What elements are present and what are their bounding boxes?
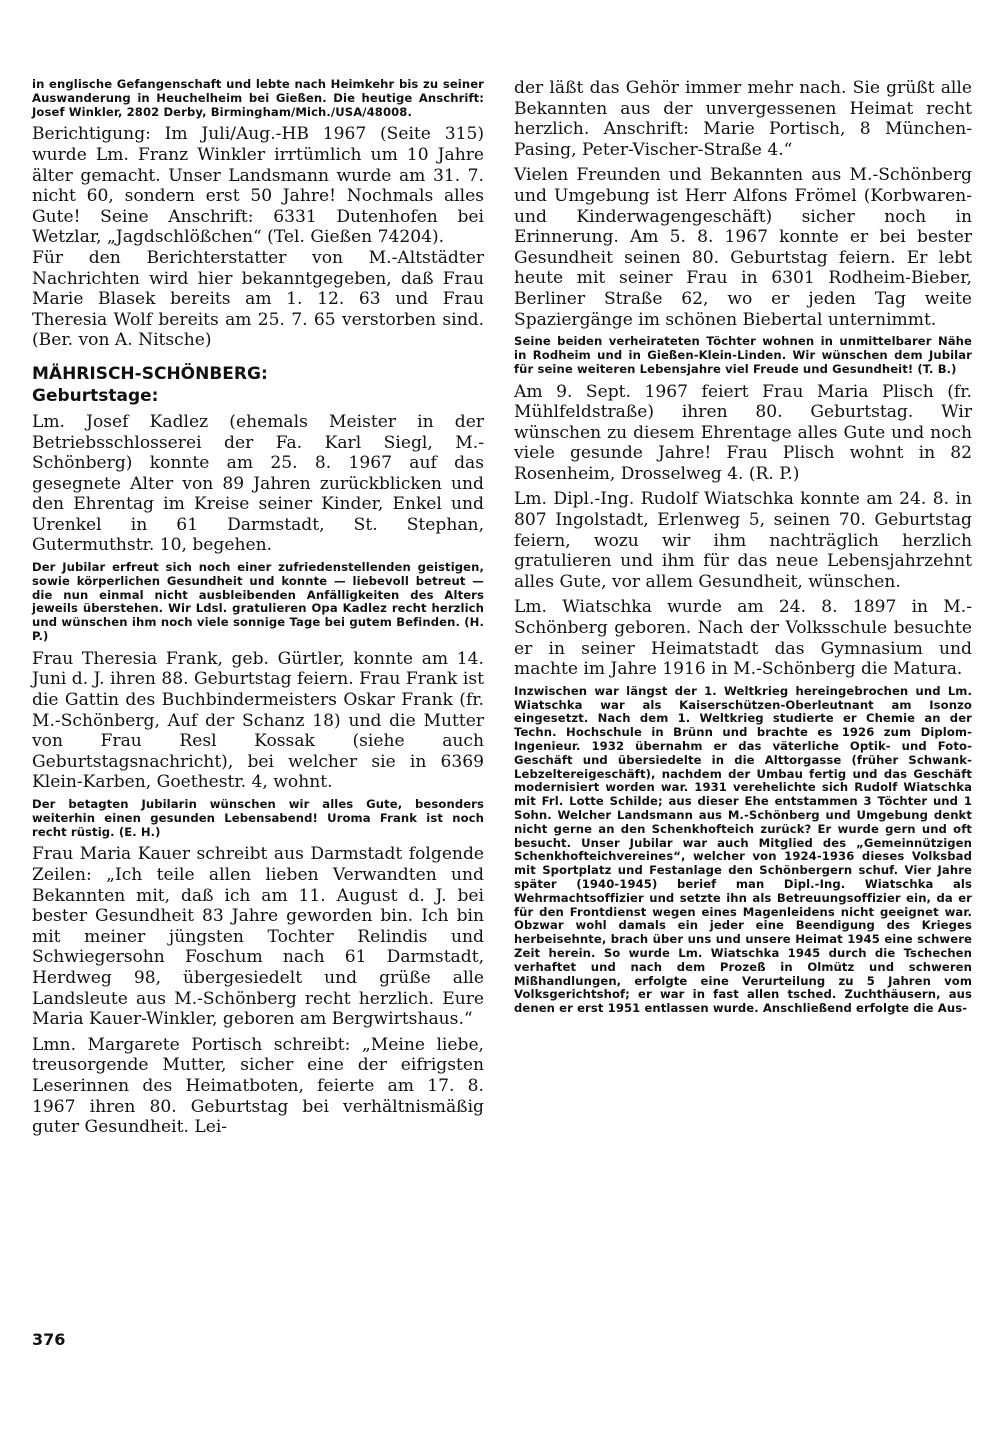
right-column: [514, 78, 972, 1016]
paragraph-kauer: Frau Maria Kauer schreibt aus Darmstadt folgende Zeilen: „Ich teile allen lieben Verwandten und Bekannten mit, daß ich am 11. August d. J. bei bester Gesundheit 83 Jahre geworden bin. Ich bin mit meiner jüngsten Tochter Relindis und Schwiegersohn Foschum nach 61 Darmstadt, Herdweg 98, übergesiedelt und grüße alle Landsleute aus M.-Schönberg recht herzlich. Eure Maria Kauer-Winkler, geboren am Bergwirtshaus.“: [32, 844, 484, 1030]
paragraph-frank: Frau Theresia Frank, geb. Gürtler, konnte am 14. Juni d. J. ihren 88. Geburtstag feiern. Frau Frank ist die Gattin des Buchbindermeisters Oskar Frank (fr. M.-Schönberg, Auf der Schanz 18) und die Mutter von Frau Resl Kossak (siehe auch Geburtstagsnachricht), bei welcher sie in 6369 Klein-Karben, Goethestr. 4, wohnt.: [32, 648, 484, 793]
paragraph-kadlez: Lm. Josef Kadlez (ehemals Meister in der Betriebsschlosserei der Fa. Karl Siegl, M.-Schönberg) konnte am 25. 8. 1967 auf das gesegnete Alter von 89 Jahren zurückblicken und den Ehrentag im Kreise seiner Kinder, Enkel und Urenkel in 61 Darmstadt, St. Stephan, Gutermuthstr. 10, begehen.: [32, 411, 484, 556]
subheading-geburtstage: Geburtstage:: [32, 385, 159, 406]
page-number: 376: [32, 1330, 66, 1349]
paragraph-portisch-continued: der läßt das Gehör immer mehr nach. Sie grüßt alle Bekannten aus der unvergessenen Heimat recht herzlich. Anschrift: Marie Portisch, 8 München-Pasing, Peter-Vischer-Straße 4.“: [514, 78, 972, 160]
paragraph-wiatschka-bio: Lm. Wiatschka wurde am 24. 8. 1897 in M.-Schönberg geboren. Nach der Volksschule besuchte er in seiner Heimatstadt das Gymnasium und machte im Jahre 1916 in M.-Schönberg die Matura.: [514, 597, 972, 680]
paragraph-frank-note: Der betagten Jubilarin wünschen wir alles Gute, besonders weiterhin einen gesunden Lebensabend! Uroma Frank ist noch recht rüstig. (E. H.): [32, 797, 484, 839]
paragraph-berichtigung: Berichtigung: Im Juli/Aug.-HB 1967 (Seite 315) wurde Lm. Franz Winkler irrtümlich um 10 Jahre älter gemacht. Unser Landsmann wurde am 31. 7. nicht 60, sondern erst 50 Jahre! Nochmals alles Gute! Seine Anschrift: 6331 Dutenhofen bei Wetzlar, „Jagdschlößchen“ (Tel. Gießen 74204).: [32, 124, 484, 248]
paragraph-kadlez-note: Der Jubilar erfreut sich noch einer zufriedenstellenden geistigen, sowie körperlichen Gesundheit und konnte — liebevoll betreut — die nun einmal nicht ausbleibenden Anfälligkeiten des Alters jeweils überstehen. Wir Ldsl. gratulieren Opa Kadlez recht herzlich und wünschen ihm noch viele sonnige Tage bei gutem Befinden. (H. P.): [32, 560, 484, 644]
paragraph-altstaedter-notice: Für den Berichterstatter von M.-Altstädter Nachrichten wird hier bekanntgegeben, daß Frau Marie Blasek bereits am 1. 12. 63 und Frau Theresia Wolf bereits am 25. 7. 65 verstorben sind. (Ber. von A. Nitsche): [32, 247, 484, 351]
paragraph-portisch: Lmn. Margarete Portisch schreibt: „Meine liebe, treusorgende Mutter, sicher eine der eifrigsten Leserinnen des Heimatboten, feierte am 17. 8. 1967 ihren 80. Geburtstag bei verhältnismäßig guter Gesundheit. Lei-: [32, 1034, 484, 1138]
paragraph-wiatschka-details: Inzwischen war längst der 1. Weltkrieg hereingebrochen und Lm. Wiatschka war als Kaiserschützen-Oberleutnant am Isonzo eingesetzt. Nach dem 1. Weltkrieg studierte er Chemie an der Techn. Hochschule in Brünn und brachte es 1926 zum Diplom-Ingenieur. 1932 übernahm er das väterliche Optik- und Foto-Geschäft und übersiedelte in die Alttorgasse (früher Schwank-Lebzeltereigeschäft), nachdem der Umbau fertig und das Geschäft modernisiert worden war. 1931 verehelichte sich Rudolf Wiatschka mit Frl. Lotte Schilde; aus dieser Ehe entstammen 3 Töchter und 1 Sohn. Welcher Landsmann aus M.-Schönberg und Umgebung denkt nicht gerne an den Schenkhofteich zurück? Er wurde gern und oft besucht. Unser Jubilar war auch Mitglied des „Gemeinnützigen Schenkhofteichvereines“, welcher von 1924-1936 dieses Volksbad mit Sportplatz und Festanlage den Schönbergern schuf. Vier Jahre später (1940-1945) berief man Dipl.-Ing. Wiatschka als Wehrmachtsoffizier und setzte ihn als Betreuungsoffizier ein, da er für den Frontdienst wegen eines Magenleidens nicht geeignet war. Obzwar wohl damals ein jeder eine Beendigung des Krieges herbeisehnte, brach über uns und unsere Heimat 1945 eine schwere Zeit herein. So wurde Lm. Wiatschka 1945 durch die Tschechen verhaftet und nach dem Prozeß in Olmütz und schweren Mißhandlungen, erfolgte eine Verurteilung zu 5 Jahren vom Volksgerichtshof; er war in fast allen tsched. Zuchthäusern, aus denen er erst 1951 entlassen wurde. Anschließend erfolgte die Aus-: [514, 683, 972, 1016]
paragraph-froemel-note: Seine beiden verheirateten Töchter wohnen in unmittelbarer Nähe in Rodheim und in Gießen-Klein-Linden. Wir wünschen dem Jubilar für seine weiteren Lebensjahre viel Freude und Gesundheit! (T. B.): [514, 334, 972, 376]
paragraph-wiatschka: Lm. Dipl.-Ing. Rudolf Wiatschka konnte am 24. 8. in 807 Ingolstadt, Erlenweg 5, seinen 70. Geburtstag feiern, wozu wir ihm nachträglich herzlich gratulieren und ihm für das neue Lebensjahrzehnt alles Gute, vor allem Gesundheit, wünschen.: [514, 489, 972, 592]
left-column: [32, 78, 484, 1138]
section-heading-maehrisch-schoenberg: MÄHRISCH-SCHÖNBERG:: [32, 363, 268, 384]
paragraph-plisch: Am 9. Sept. 1967 feiert Frau Maria Plisch (fr. Mühlfeldstraße) ihren 80. Geburtstag. Wir wünschen zu diesem Ehrentage alles Gute und noch viele gesunde Jahre! Frau Plisch wohnt in 82 Rosenheim, Drosselweg 4. (R. P.): [514, 381, 972, 484]
paragraph-froemel: Vielen Freunden und Bekannten aus M.-Schönberg und Umgebung ist Herr Alfons Frömel (Korbwaren- und Kinderwagengeschäft) sicher noch in Erinnerung. Am 5. 8. 1967 konnte er bei bester Gesundheit seinen 80. Geburtstag feiern. Er lebt heute mit seiner Frau in 6301 Rodheim-Bieber, Berliner Straße 62, wo er jeden Tag weite Spaziergänge im schönen Biebertal unternimmt.: [514, 165, 972, 330]
paragraph-winkler-emigration: in englische Gefangenschaft und lebte nach Heimkehr bis zu seiner Auswanderung in Heuchelheim bei Gießen. Die heutige Anschrift: Josef Winkler, 2802 Derby, Birmingham/Mich./USA/48008.: [32, 77, 484, 119]
